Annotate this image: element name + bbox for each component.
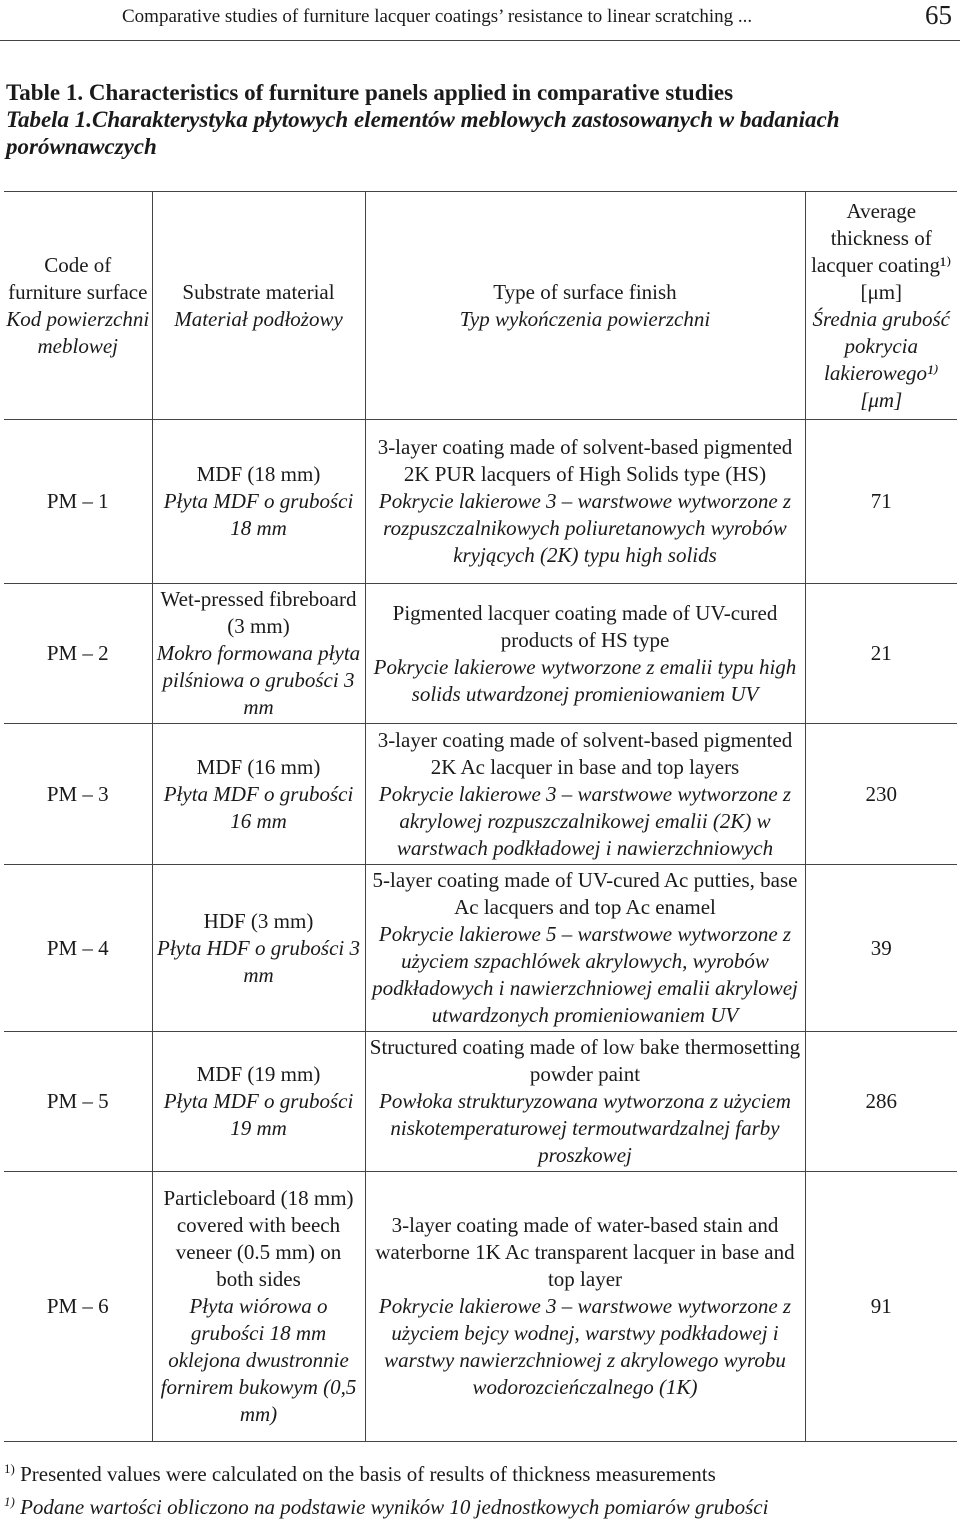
table-row [4,584,957,724]
cell-finish: 3-layer coating made of water-based stain and waterborne 1K Ac transparent lacquer in base and top layer Pokrycie lakierowe 3 – warstwowe wytworzone z użyciem bejcy wodnej, warstwy podkładowej i warstwy nawierzchniowej z akrylowego wyrobu wodorozcieńczalnego (1K) [365,1172,805,1442]
cell-finish: 3-layer coating made of solvent-based pigmented 2K PUR lacquers of High Solids type (HS) Pokrycie lakierowe 3 – warstwowe wytworzone z rozpuszczalnikowych poliuretanowych wyrobów kryjących (2K) typu high solids [365,420,805,584]
cell-code: PM – 5 [4,1032,152,1172]
cell-code: PM – 1 [4,420,152,584]
characteristics-table [4,191,957,1442]
header-finish: Type of surface finish Typ wykończenia powierzchni [365,192,805,420]
cell-substrate: MDF (19 mm) Płyta MDF o grubości 19 mm [152,1032,365,1172]
table-header-row [4,192,957,420]
header-thickness: Average thickness of lacquer coating¹⁾ [μm] Średnia grubość pokrycia lakierowego¹⁾ [μm] [805,192,957,420]
footnote-pl: $^{1)}$ Podane wartości obliczono na podstawie wyników 10 jednostkowych pomiarów grubości [4,1494,769,1519]
cell-finish: 5-layer coating made of UV-cured Ac putties, base Ac lacquers and top Ac enamel Pokrycie lakierowe 5 – warstwowe wytworzone z użyciem szpachlówek akrylowych, wyrobów podkładowych i nawierzchniowej emalii akrylowej utwardzonych promieniowaniem UV [365,865,805,1032]
table-caption [6,79,956,160]
running-title: Comparative studies of furniture lacquer coatings’ resistance to linear scratching ... [122,6,753,27]
cell-finish: Pigmented lacquer coating made of UV-cured products of HS type Pokrycie lakierowe wytworzone z emalii typu high solids utwardzonej promieniowaniem UV [365,584,805,724]
footnote-marker: 1) [4,1461,15,1476]
cell-thickness: 71 [805,420,957,584]
header-code: Code of furniture surface Kod powierzchni meblowej [4,192,152,420]
header-substrate: Substrate material Materiał podłożowy [152,192,365,420]
cell-code: PM – 4 [4,865,152,1032]
page-number: 65 [925,0,952,30]
cell-thickness: 91 [805,1172,957,1442]
cell-thickness: 230 [805,724,957,865]
cell-thickness: 286 [805,1032,957,1172]
cell-substrate: Particleboard (18 mm) covered with beech veneer (0.5 mm) on both sides Płyta wiórowa o grubości 18 mm oklejona dwustronnie fornirem bukowym (0,5 mm) [152,1172,365,1442]
cell-finish: 3-layer coating made of solvent-based pigmented 2K Ac lacquer in base and top layers Pokrycie lakierowe 3 – warstwowe wytworzone z akrylowej rozpuszczalnikowej emalii (2K) w warstwach podkładowej i nawierzchniowych [365,724,805,865]
cell-substrate: MDF (16 mm) Płyta MDF o grubości 16 mm [152,724,365,865]
cell-thickness: 21 [805,584,957,724]
caption-en: Table 1. Characteristics of furniture panels applied in comparative studies [6,80,734,105]
cell-code: PM – 2 [4,584,152,724]
cell-substrate: MDF (18 mm) Płyta MDF o grubości 18 mm [152,420,365,584]
table-row [4,724,957,865]
cell-code: PM – 3 [4,724,152,865]
footnote-en: $^{1)}$ Presented values were calculated on the basis of results of thickness measurements [4,1461,716,1486]
table-row [4,420,957,584]
cell-substrate: Wet-pressed fibreboard (3 mm) Mokro formowana płyta pilśniowa o grubości 3 mm [152,584,365,724]
cell-code: PM – 6 [4,1172,152,1442]
cell-substrate: HDF (3 mm) Płyta HDF o grubości 3 mm [152,865,365,1032]
table-row [4,865,957,1032]
cell-thickness: 39 [805,865,957,1032]
footnote-marker: 1) [4,1494,15,1509]
cell-finish: Structured coating made of low bake thermosetting powder paint Powłoka strukturyzowana wytworzona z użyciem niskotemperaturowej termoutwardzalnej farby proszkowej [365,1032,805,1172]
caption-pl: Tabela 1.Charakterystyka płytowych elementów meblowych zastosowanych w badaniach porównawczych [6,107,840,159]
table-row [4,1032,957,1172]
table-row [4,1172,957,1442]
page-header [0,0,960,41]
